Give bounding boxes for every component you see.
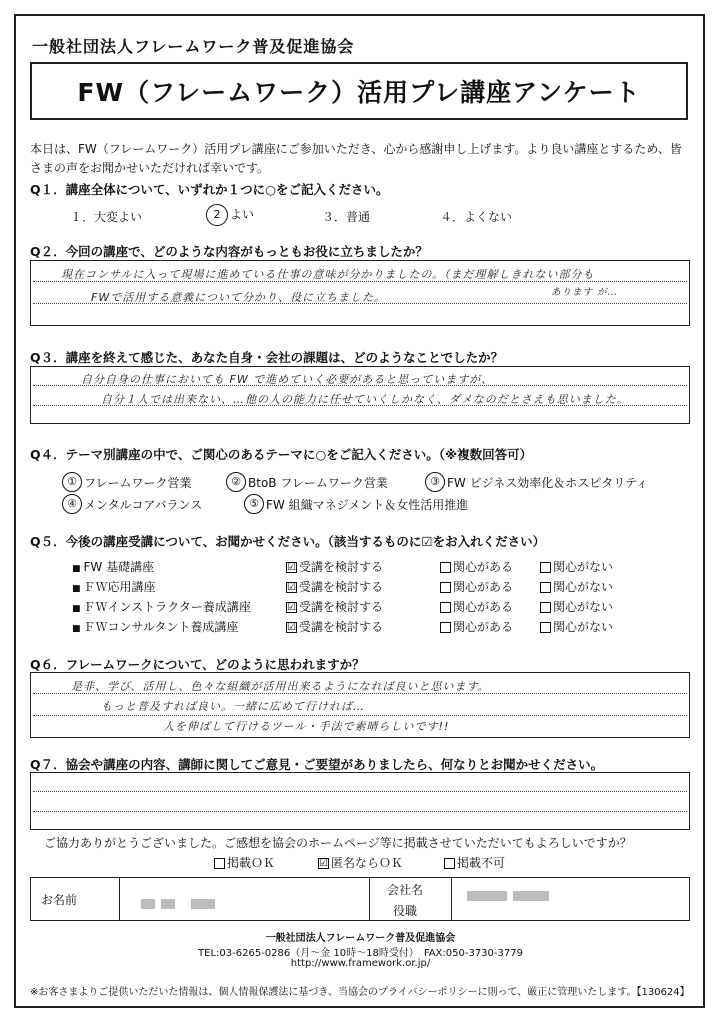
org-header: 一般社団法人フレームワーク普及促進協会 [32, 37, 355, 56]
redacted-block [141, 899, 155, 909]
q5-row-3-no-interest[interactable] [540, 598, 613, 615]
q4-theme-5[interactable] [244, 494, 468, 514]
q1-option-3-label: 普通 [346, 210, 371, 224]
q1-option-1-num: １． [70, 210, 95, 224]
consent-option-no-label: 掲載不可 [457, 856, 506, 870]
q6-answer-box[interactable] [30, 672, 690, 738]
q1-option-2-label: よい [230, 207, 255, 222]
consent-question: ご協力ありがとうございました。ご感想を協会のホームページ等に掲載させていただいてもよろしいですか？ [44, 836, 632, 850]
redacted-block [161, 899, 175, 909]
footer-url[interactable]: http://www.framework.or.jp/ [290, 958, 431, 969]
q6-question: Q６．フレームワークについて、どのように思われますか？ [30, 657, 365, 672]
consider-label: 受講を検討する [299, 620, 384, 634]
q2-answer-line-1: 現在コンサルに入って現場に進めている仕事の意味が分かりましたの。（まだ理解しきれない部分も [61, 268, 595, 281]
q4-theme-4[interactable] [62, 494, 202, 514]
checkbox-icon [440, 562, 451, 573]
cell-divider [451, 878, 452, 920]
dotted-line [33, 791, 687, 792]
theme-circle-mark: ② [226, 472, 246, 492]
checked-checkbox-icon: ☑ [287, 562, 296, 573]
consider-label: 受講を検討する [299, 560, 384, 574]
q5-row-2-label: ＦＷ応用講座 [83, 580, 156, 594]
selected-circle-mark: 2 [206, 204, 228, 226]
checkbox-icon [440, 622, 451, 633]
cell-divider [369, 878, 370, 920]
company-label: 会社名 [387, 883, 424, 897]
checkbox-icon [540, 602, 551, 613]
name-label: お名前 [41, 893, 78, 907]
q5-row-2-no-interest[interactable] [540, 578, 613, 595]
q5-row-label-4 [72, 618, 238, 635]
footer-contact: TEL:03-6265-0286（月～金 10時～18時受付） FAX:050-3730-3779 [198, 948, 523, 959]
bullet-icon: ■ [72, 564, 81, 574]
theme-circle-mark: ① [62, 472, 82, 492]
q4-question: Q４．テーマ別講座の中で、ご関心のあるテーマに○をご記入ください。（※複数回答可） [30, 447, 533, 462]
dotted-line [33, 811, 687, 812]
interest-label: 関心がある [453, 600, 514, 614]
no-interest-label: 関心がない [553, 560, 614, 574]
checkbox-icon [214, 858, 225, 869]
q4-theme-4-label: メンタルコアバランス [84, 497, 203, 512]
q1-question: Q１．講座全体について、いずれか１つに○をご記入ください。 [30, 182, 389, 197]
q2-question: Q２．今回の講座で、どのような内容がもっともお役に立ちましたか？ [30, 244, 428, 259]
q5-row-4-no-interest[interactable] [540, 618, 613, 635]
q6-answer-line-2: もっと普及すれば良い。一緒に広めて行ければ… [101, 700, 365, 713]
q3-answer-box[interactable] [30, 366, 690, 424]
interest-label: 関心がある [453, 580, 514, 594]
q4-theme-1-label: フレームワーク営業 [84, 475, 192, 490]
checkbox-icon [440, 582, 451, 593]
redacted-block [467, 891, 507, 901]
q5-row-1-label: FW 基礎講座 [83, 560, 155, 574]
q5-row-label-1 [72, 558, 154, 575]
q5-row-label-2 [72, 578, 156, 595]
checked-checkbox-icon: ☑ [287, 602, 296, 613]
company-field[interactable] [467, 885, 555, 904]
consent-option-ok[interactable] [214, 854, 275, 871]
checkbox-icon [440, 602, 451, 613]
position-label: 役職 [393, 904, 418, 918]
q5-row-1-consider[interactable] [286, 558, 383, 575]
q2-answer-box[interactable] [30, 260, 690, 326]
q2-answer-line-2: FWで活用する意義について分かり、役に立ちました。 [91, 291, 386, 304]
q1-option-3-num: ３． [322, 210, 347, 224]
footer-org: 一般社団法人フレームワーク普及促進協会 [265, 933, 456, 944]
checked-checkbox-icon: ☑ [287, 622, 296, 633]
q1-option-4[interactable] [440, 208, 512, 225]
q5-row-3-consider[interactable] [286, 598, 383, 615]
privacy-notice: ※お客さまよりご提供いただいた情報は、個人情報保護法に基づき、当協会のプライバシーポリシーに則って、厳正に管理いたします。【130624】 [30, 987, 690, 998]
checked-checkbox-icon: ☑ [287, 582, 296, 593]
q5-row-3-interest[interactable] [440, 598, 513, 615]
redacted-block [513, 891, 549, 901]
q1-option-2[interactable] [206, 204, 254, 226]
consent-option-anonymous[interactable] [318, 854, 403, 871]
q4-theme-3[interactable] [425, 472, 648, 492]
q4-theme-3-label: FW ビジネス効率化＆ホスピタリティ [447, 475, 649, 490]
q1-option-1-label: 大変よい [94, 210, 143, 224]
q4-theme-2-label: BtoB フレームワーク営業 [248, 475, 388, 490]
q5-row-3-label: ＦＷインストラクター養成講座 [83, 600, 251, 614]
q7-answer-box[interactable] [30, 772, 690, 830]
checked-checkbox-icon: ☑ [319, 858, 328, 869]
q3-answer-line-1: 自分自身の仕事においても FW で進めていく必要があると思っていますが、 [81, 373, 494, 386]
q5-row-2-consider[interactable] [286, 578, 383, 595]
q5-row-4-consider[interactable] [286, 618, 383, 635]
no-interest-label: 関心がない [553, 580, 614, 594]
consider-label: 受講を検討する [299, 580, 384, 594]
redacted-block [191, 899, 215, 909]
name-field[interactable] [141, 893, 221, 912]
intro-text: 本日は、FW（フレームワーク）活用プレ講座にご参加いただき、心から感謝申し上げます。より良い講座とするため、皆さまの声をお聞かせいただければ幸いです。 [30, 142, 682, 175]
q2-answer-line-1b: あります が… [551, 287, 619, 298]
consent-option-ok-label: 掲載ＯＫ [227, 856, 276, 870]
q4-theme-5-label: FW 組織マネジメント＆女性活用推進 [266, 497, 469, 512]
consent-option-no[interactable] [444, 854, 505, 871]
q6-answer-line-1: 是非、学び、活用し、色々な組織が活用出来るようになれば良いと思います。 [71, 680, 490, 693]
dotted-line [33, 715, 687, 716]
q1-option-4-num: ４． [440, 210, 465, 224]
q5-row-4-interest[interactable] [440, 618, 513, 635]
name-table [30, 877, 690, 921]
interest-label: 関心がある [453, 560, 514, 574]
q5-row-2-interest[interactable] [440, 578, 513, 595]
q5-row-1-interest[interactable] [440, 558, 513, 575]
survey-title: FW（フレームワーク）活用プレ講座アンケート [30, 62, 688, 120]
q1-option-1[interactable] [70, 208, 142, 225]
q5-row-1-no-interest[interactable] [540, 558, 613, 575]
bullet-icon: ■ [72, 604, 81, 614]
no-interest-label: 関心がない [553, 600, 614, 614]
q5-question: Q５．今後の講座受講について、お聞かせください。（該当するものに☑をお入れください） [30, 534, 546, 549]
theme-circle-mark: ③ [425, 472, 445, 492]
theme-circle-mark: ④ [62, 494, 82, 514]
theme-circle-mark: ⑤ [244, 494, 264, 514]
q4-theme-2[interactable] [226, 472, 388, 492]
cell-divider [119, 878, 120, 920]
bullet-icon: ■ [72, 624, 81, 634]
q5-row-label-3 [72, 598, 251, 615]
q7-question: Q７．協会や講座の内容、講師に関してご意見・ご要望がありましたら、何なりとお聞かせください。 [30, 757, 604, 772]
q6-answer-line-3: 人を伸ばして行けるツール・手法で素晴らしいです!! [163, 720, 450, 733]
bullet-icon: ■ [72, 584, 81, 594]
checkbox-icon [540, 562, 551, 573]
no-interest-label: 関心がない [553, 620, 614, 634]
q3-answer-line-2: 自分１人では出来ない、…他の人の能力に任せていくしかなく、ダメなのだとさえも思いました。 [101, 393, 629, 406]
checkbox-icon [540, 622, 551, 633]
q3-question: Q３．講座を終えて感じた、あなた自身・会社の課題は、どのようなことでしたか？ [30, 350, 504, 365]
checkbox-icon [444, 858, 455, 869]
consider-label: 受講を検討する [299, 600, 384, 614]
checkbox-icon [540, 582, 551, 593]
consent-option-anonymous-label: 匿名ならＯＫ [331, 856, 404, 870]
q1-option-4-label: よくない [464, 210, 513, 224]
q1-option-3[interactable] [322, 208, 370, 225]
interest-label: 関心がある [453, 620, 514, 634]
q5-row-4-label: ＦＷコンサルタント養成講座 [83, 620, 239, 634]
q4-theme-1[interactable] [62, 472, 192, 492]
